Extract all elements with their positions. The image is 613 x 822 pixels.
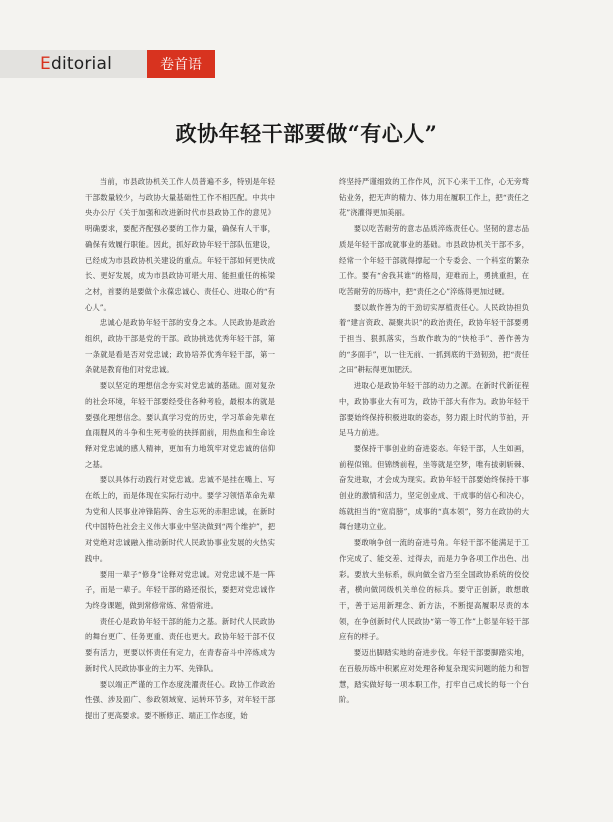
editorial-label <box>0 50 147 78</box>
section-label: 卷首语 <box>147 50 215 78</box>
paragraph: 要以敢作善为的干劲切实厚植责任心。人民政协担负着“建言资政、凝聚共识”的政治责任，政协年轻干部要勇于担当、狠抓落实，当敢作敢为的“快枪手”、善作善为的“多面手”，以一往无前、一抓到底的干劲韧劲，把“责任之田”耕耘得更加肥沃。 <box>339 302 529 375</box>
paragraph: 要以吃苦耐劳的意志品质淬炼责任心。坚韧的意志品质是年轻干部成就事业的基础。市县政协机关干部不多，经常一个年轻干部就得撑起一个专委会、一个科室的繁杂工作。要有“舍我其谁”的格局，迎难而上，勇挑重担，在吃苦耐劳的历练中，把“责任之心”淬炼得更加过硬。 <box>339 224 529 296</box>
paragraph: 要以端正严谨的工作态度洗濯责任心。政协工作政治性强、涉及面广、参政领域宽、运转环节多，对年轻干部提出了更高要求。要不断修正、端正工作态度，始 <box>85 679 275 720</box>
paragraph-continued: 终坚持严谨细致的工作作风，沉下心来干工作，心无旁骛钻业务，把无声的精力、体力用在履职工作上，把“责任之花”浇灌得更加美丽。 <box>339 177 529 218</box>
section-header <box>0 50 215 78</box>
paragraph: 当前，市县政协机关工作人员普遍不多，特别是年轻干部数量较少，与政协大量基础性工作不相匹配。中共中央办公厅《关于加强和改进新时代市县政协工作的意见》明确要求，要配齐配强必要的工作力量，确保有人干事，确保有效履行职能。因此，抓好政协年轻干部队伍建设，已经成为市县政协机关建设的重点。年轻干部如何更快成长、更好发展，成为市县政协可堪大用、能担重任的栋梁之材，首要的是要做个永葆忠诚心、责任心、进取心的“有心人”。 <box>85 177 275 312</box>
paragraph: 要以坚定的理想信念夯实对党忠诚的基础。面对复杂的社会环境，年轻干部要经受住各种考验，最根本的就是要强化理想信念。要认真学习党的历史，学习革命先辈在血雨腥风的斗争和生死考验的抉择面前，用热血和生命诠释对党忠诚的感人精神，更加有力地筑牢对党忠诚的信仰之基。 <box>85 381 275 469</box>
paragraph: 忠诚心是政协年轻干部的安身之本。人民政协是政治组织，政协干部是党的干部。政协挑选优秀年轻干部，第一条就是看是否对党忠诚；政协培养优秀年轻干部，第一条就是教育他们对党忠诚。 <box>85 318 275 375</box>
editorial-rest: ditorial <box>50 54 112 74</box>
paragraph: 要以具体行动践行对党忠诚。忠诚不是挂在嘴上、写在纸上的，而是体现在实际行动中。要学习领悟革命先辈为党和人民事业冲锋陷阵、舍生忘死的赤胆忠诚，在新时代中国特色社会主义伟大事业中坚决做到“两个维护”，把对党绝对忠诚融入推动新时代人民政协事业发展的火热实践中。 <box>85 475 275 563</box>
paragraph: 要迈出脚踏实地的奋进步伐。年轻干部要脚踏实地，在百般历练中积累应对处理各种复杂现实问题的能力和智慧，踏实做好每一项本职工作，打牢自己成长的每一个台阶。 <box>339 648 529 705</box>
paragraph: 要敢响争创一流的奋进号角。年轻干部不能满足于工作完成了、能交差、过得去，而是力争各项工作出色、出彩。要放大坐标系，纵向做全省乃至全国政协系统的佼佼者，横向做同级机关单位的标兵。要守正创新，敢想敢干，善于运用新理念、新方法，不断提高履职尽责的本领，在争创新时代人民政协“第一等工作”上彰显年轻干部应有的样子。 <box>339 538 529 642</box>
paragraph: 责任心是政协年轻干部的能力之基。新时代人民政协的舞台更广、任务更重、责任也更大。政协年轻干部不仅要有活力，更要以怀责任有定力，在青春奋斗中淬炼成为新时代人民政协事业的主力军、先锋队。 <box>85 616 275 673</box>
editorial-initial: E <box>40 54 51 74</box>
paragraph: 进取心是政协年轻干部的动力之源。在新时代新征程中，政协事业大有可为，政协干部大有作为。政协年轻干部要始终保持积极进取的姿态，努力跟上时代的节拍，开足马力前进。 <box>339 381 529 438</box>
right-column <box>339 174 529 708</box>
paragraph: 要保持干事创业的奋进姿态。年轻干部，人生如画，前程似锦。但锦绣前程，坐等就是空梦，唯有拔刺斩棘、奋发进取，才会成为现实。政协年轻干部要始终保持干事创业的激情和活力，坚定创业成、干成事的信心和决心，练就担当的“宽肩膀”，成事的“真本领”，努力在政协的大舞台建功立业。 <box>339 443 529 532</box>
left-column <box>85 174 275 724</box>
paragraph: 要用一辈子“修身”诠释对党忠诚。对党忠诚不是一阵子，而是一辈子。年轻干部的路还很长，要把对党忠诚作为终身课题，做到常修常炼、常悟常进。 <box>85 569 275 610</box>
article-title: 政协年轻干部要做“有心人” <box>175 121 438 146</box>
